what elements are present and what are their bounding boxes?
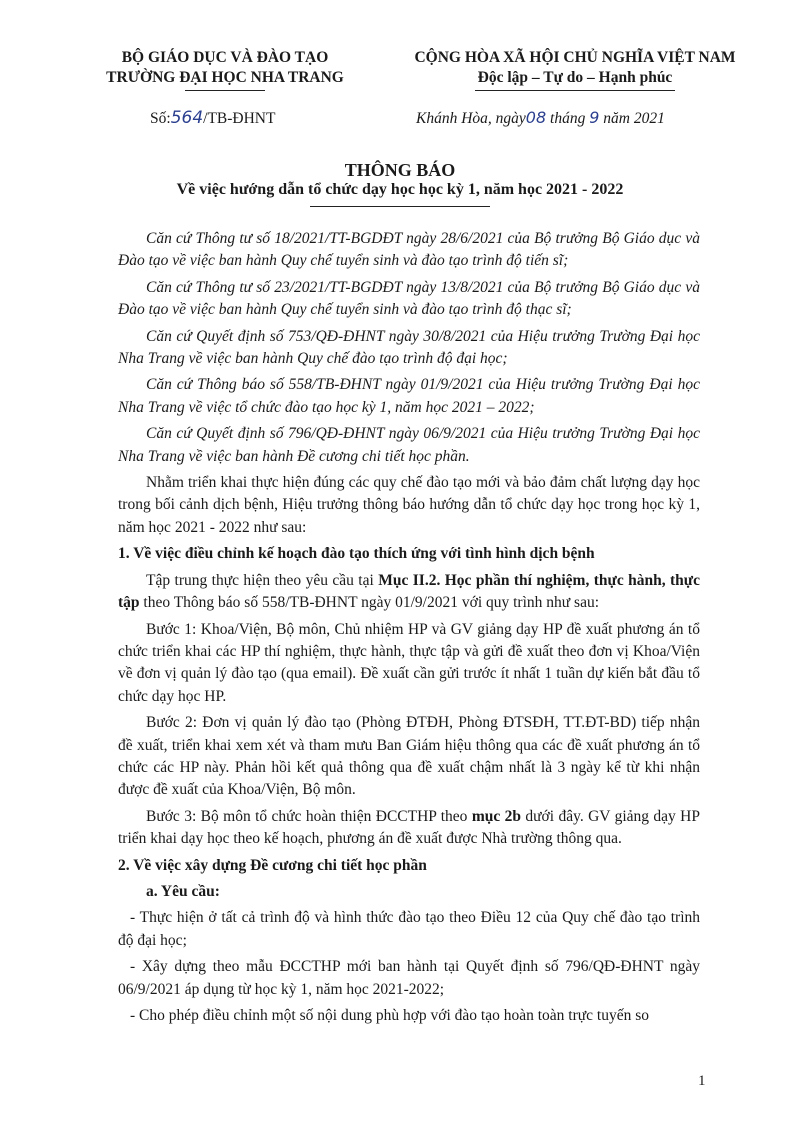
doc-number-handwritten: 564	[170, 108, 204, 128]
date-place: Khánh Hòa, ngày	[416, 110, 526, 127]
document-date	[416, 108, 665, 128]
country-name: CỘNG HÒA XÃ HỘI CHỦ NGHĨA VIỆT NAM	[414, 49, 736, 66]
section-2-heading: 2. Về việc xây dựng Đề cương chi tiết học phần	[118, 856, 427, 874]
subtitle-underline	[310, 206, 490, 207]
lead-text-bold: Mục II.2. Học phần thí nghiệm, thực hành, thực tập	[118, 571, 700, 612]
step-3	[118, 806, 700, 851]
date-month-handwritten: 9	[589, 108, 600, 127]
date-year: năm 2021	[603, 110, 665, 127]
university-name: TRƯỜNG ĐẠI HỌC NHA TRANG	[106, 69, 344, 86]
step-3-text-b: dưới đây. GV giảng dạy HP triển khai dạy học theo kế hoạch, phương án đề xuất được Nhà trường thông qua.	[118, 807, 700, 848]
document-title: THÔNG BÁO	[344, 160, 456, 180]
legal-basis-2: Căn cứ Thông tư số 23/2021/TT-BGDĐT ngày 13/8/2021 của Bộ trưởng Bộ Giáo dục và Đào tạo về việc ban hành Quy chế tuyển sinh và đào tạo trình độ thạc sĩ;	[118, 278, 700, 319]
motto-underline	[475, 90, 675, 91]
step-3-text-a: Bước 3: Bộ môn tổ chức hoàn thiện ĐCCTHP theo	[146, 807, 472, 825]
document-body	[118, 228, 700, 1031]
doc-number-suffix: TB-ĐHNT	[207, 110, 276, 127]
legal-basis-5: Căn cứ Quyết định số 796/QĐ-ĐHNT ngày 06/9/2021 của Hiệu trưởng Trường Đại học Nha Trang về việc ban hành Đề cương chi tiết học phần.	[118, 425, 700, 465]
section-1-heading: 1. Về việc điều chỉnh kế hoạch đào tạo thích ứng với tình hình dịch bệnh	[118, 545, 595, 563]
legal-basis-3: Căn cứ Quyết định số 753/QĐ-ĐHNT ngày 30/8/2021 của Hiệu trưởng Trường Đại học Nha Trang về việc ban hành Quy chế đào tạo trình độ đại học;	[118, 327, 700, 368]
requirement-item: - Cho phép điều chỉnh một số nội dung phù hợp với đào tạo hoàn toàn trực tuyến so	[130, 1007, 650, 1024]
ministry-name: BỘ GIÁO DỤC VÀ ĐÀO TẠO	[121, 49, 329, 66]
intro-paragraph: Nhằm triển khai thực hiện đúng các quy chế đào tạo mới và bảo đảm chất lượng dạy học trong bối cảnh dịch bệnh, Hiệu trưởng thông báo hướng dẫn tổ chức dạy học trong học kỳ 1, năm học 2021 - 2022 như sau:	[118, 474, 700, 536]
issuer-underline	[185, 90, 265, 91]
step-2: Bước 2: Đơn vị quản lý đào tạo (Phòng ĐTĐH, Phòng ĐTSĐH, TT.ĐT-BD) tiếp nhận đề xuất, triển khai xem xét và tham mưu Ban Giám hiệu thông qua các đề xuất phương án tổ chức các HP này. Phản hồi kết quả thông qua đề xuất chậm nhất là 3 ngày kể từ khi nhận được đề xuất của Khoa/Viện, Bộ môn.	[118, 714, 700, 799]
legal-basis-1: Căn cứ Thông tư số 18/2021/TT-BGDĐT ngày 28/6/2021 của Bộ trưởng Bộ Giáo dục và Đào tạo về việc ban hành Quy chế tuyển sinh và đào tạo trình độ tiến sĩ;	[118, 230, 700, 270]
lead-text-a: Tập trung thực hiện theo yêu cầu tại	[146, 571, 379, 589]
step-1: Bước 1: Khoa/Viện, Bộ môn, Chủ nhiệm HP và GV giảng dạy HP đề xuất phương án tổ chức triển khai các HP thí nghiệm, thực hành, thực tập và gửi đề xuất theo đơn vị Khoa/Viện về đơn vị quản lý đào tạo (qua email). Đề xuất cần gửi trước ít nhất 1 tuần dự kiến bắt đầu tổ chức dạy học HP.	[118, 620, 700, 705]
page-number: 1	[698, 1073, 706, 1089]
document-number: Số:564/TB-ĐHNT	[150, 108, 276, 128]
doc-number-prefix: Số:	[150, 110, 171, 127]
lead-text-b: theo Thông báo số 558/TB-ĐHNT ngày 01/9/2021 với quy trình như sau:	[139, 594, 600, 612]
document-subtitle: Về việc hướng dẫn tổ chức dạy học học kỳ 1, năm học 2021 - 2022	[176, 181, 624, 198]
national-motto: Độc lập – Tự do – Hạnh phúc	[477, 69, 673, 86]
requirement-item: - Xây dựng theo mẫu ĐCCTHP mới ban hành tại Quyết định số 796/QĐ-ĐHNT ngày 06/9/2021 áp dụng từ học kỳ 1, năm học 2021-2022;	[118, 958, 700, 998]
section-1-lead	[118, 570, 700, 615]
date-month-label: tháng	[550, 110, 586, 127]
date-day-handwritten: 08	[525, 108, 547, 127]
issuer-block	[90, 48, 360, 91]
requirement-item: - Thực hiện ở tất cả trình độ và hình thức đào tạo theo Điều 12 của Quy chế đào tạo trình độ đại học;	[118, 909, 700, 949]
section-2a-heading: a. Yêu cầu:	[146, 882, 220, 900]
legal-basis-4: Căn cứ Thông báo số 558/TB-ĐHNT ngày 01/9/2021 của Hiệu trưởng Trường Đại học Nha Trang về việc tổ chức đào tạo học kỳ 1, năm học 2021 – 2022;	[118, 376, 700, 416]
national-block	[380, 48, 770, 91]
step-3-bold: mục 2b	[471, 807, 521, 825]
